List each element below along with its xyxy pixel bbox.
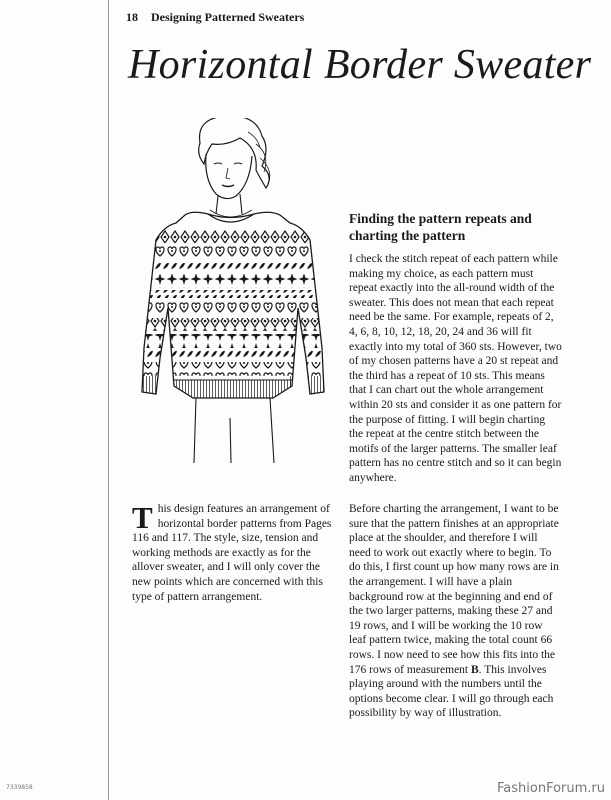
page-number: 18 bbox=[126, 10, 138, 24]
paragraph-2-text-a: Before charting the arrangement, I want to be sure that the pattern finishes at an appropriate place at the shoulder, and therefore I will need to work out exactly where to begin. To do this, I first count up how many rows are in the arrangement. I will have a plain background row at the beginning and end of the two larger patterns, making these 27 and 19 rows, and I will be working the 10 row leaf pattern twice, making the total count 66 rows. I now need to see how this fits into the 176 rows of measurement bbox=[349, 503, 559, 676]
watermark: FashionForum.ru bbox=[497, 781, 605, 796]
body-paragraph-1: I check the stitch repeat of each pattern while making my choice, as each pattern must repeat exactly into the all-round width of the sweater. This does not mean that each repeat need be the same. For example, repeats of 2, 4, 6, 8, 10, 12, 18, 20, 24 and 36 will fit exactly into my total of 360 sts. However, two of my chosen patterns have a 20 st repeat and the third has a repeat of 10 sts. This means that I can chart out the whole arrangement within 20 sts and consider it as one pattern for the purpose of fitting. I will begin charting the repeat at the centre stitch between the motifs of the larger patterns. The smaller leaf pattern has no centre stitch and so it can begin anywhere. bbox=[349, 253, 562, 484]
sweater-illustration bbox=[130, 118, 335, 463]
measurement-label: B bbox=[471, 663, 479, 676]
drop-cap: T bbox=[132, 500, 153, 535]
running-head bbox=[126, 10, 304, 25]
section-name: Designing Patterned Sweaters bbox=[151, 10, 305, 24]
paragraph-2-text-b: . This involves playing around with the numbers until the options become clear. I will go through each possibility by way of illustration. bbox=[349, 663, 554, 720]
gutter-rule bbox=[108, 0, 109, 800]
intro-paragraph bbox=[132, 502, 332, 604]
section-heading: Finding the pattern repeats and charting the pattern bbox=[349, 211, 532, 243]
body-paragraph-2 bbox=[349, 502, 562, 721]
print-id: 7339858 bbox=[6, 784, 33, 791]
page-title: Horizontal Border Sweater bbox=[128, 42, 592, 88]
intro-text: his design features an arrangement of horizontal border patterns from Pages 116 and 117. The style, size, tension and working methods are exactly as for the allover sweater, and I will only cover the new points which are concerned with this type of pattern arrangement. bbox=[132, 503, 332, 603]
